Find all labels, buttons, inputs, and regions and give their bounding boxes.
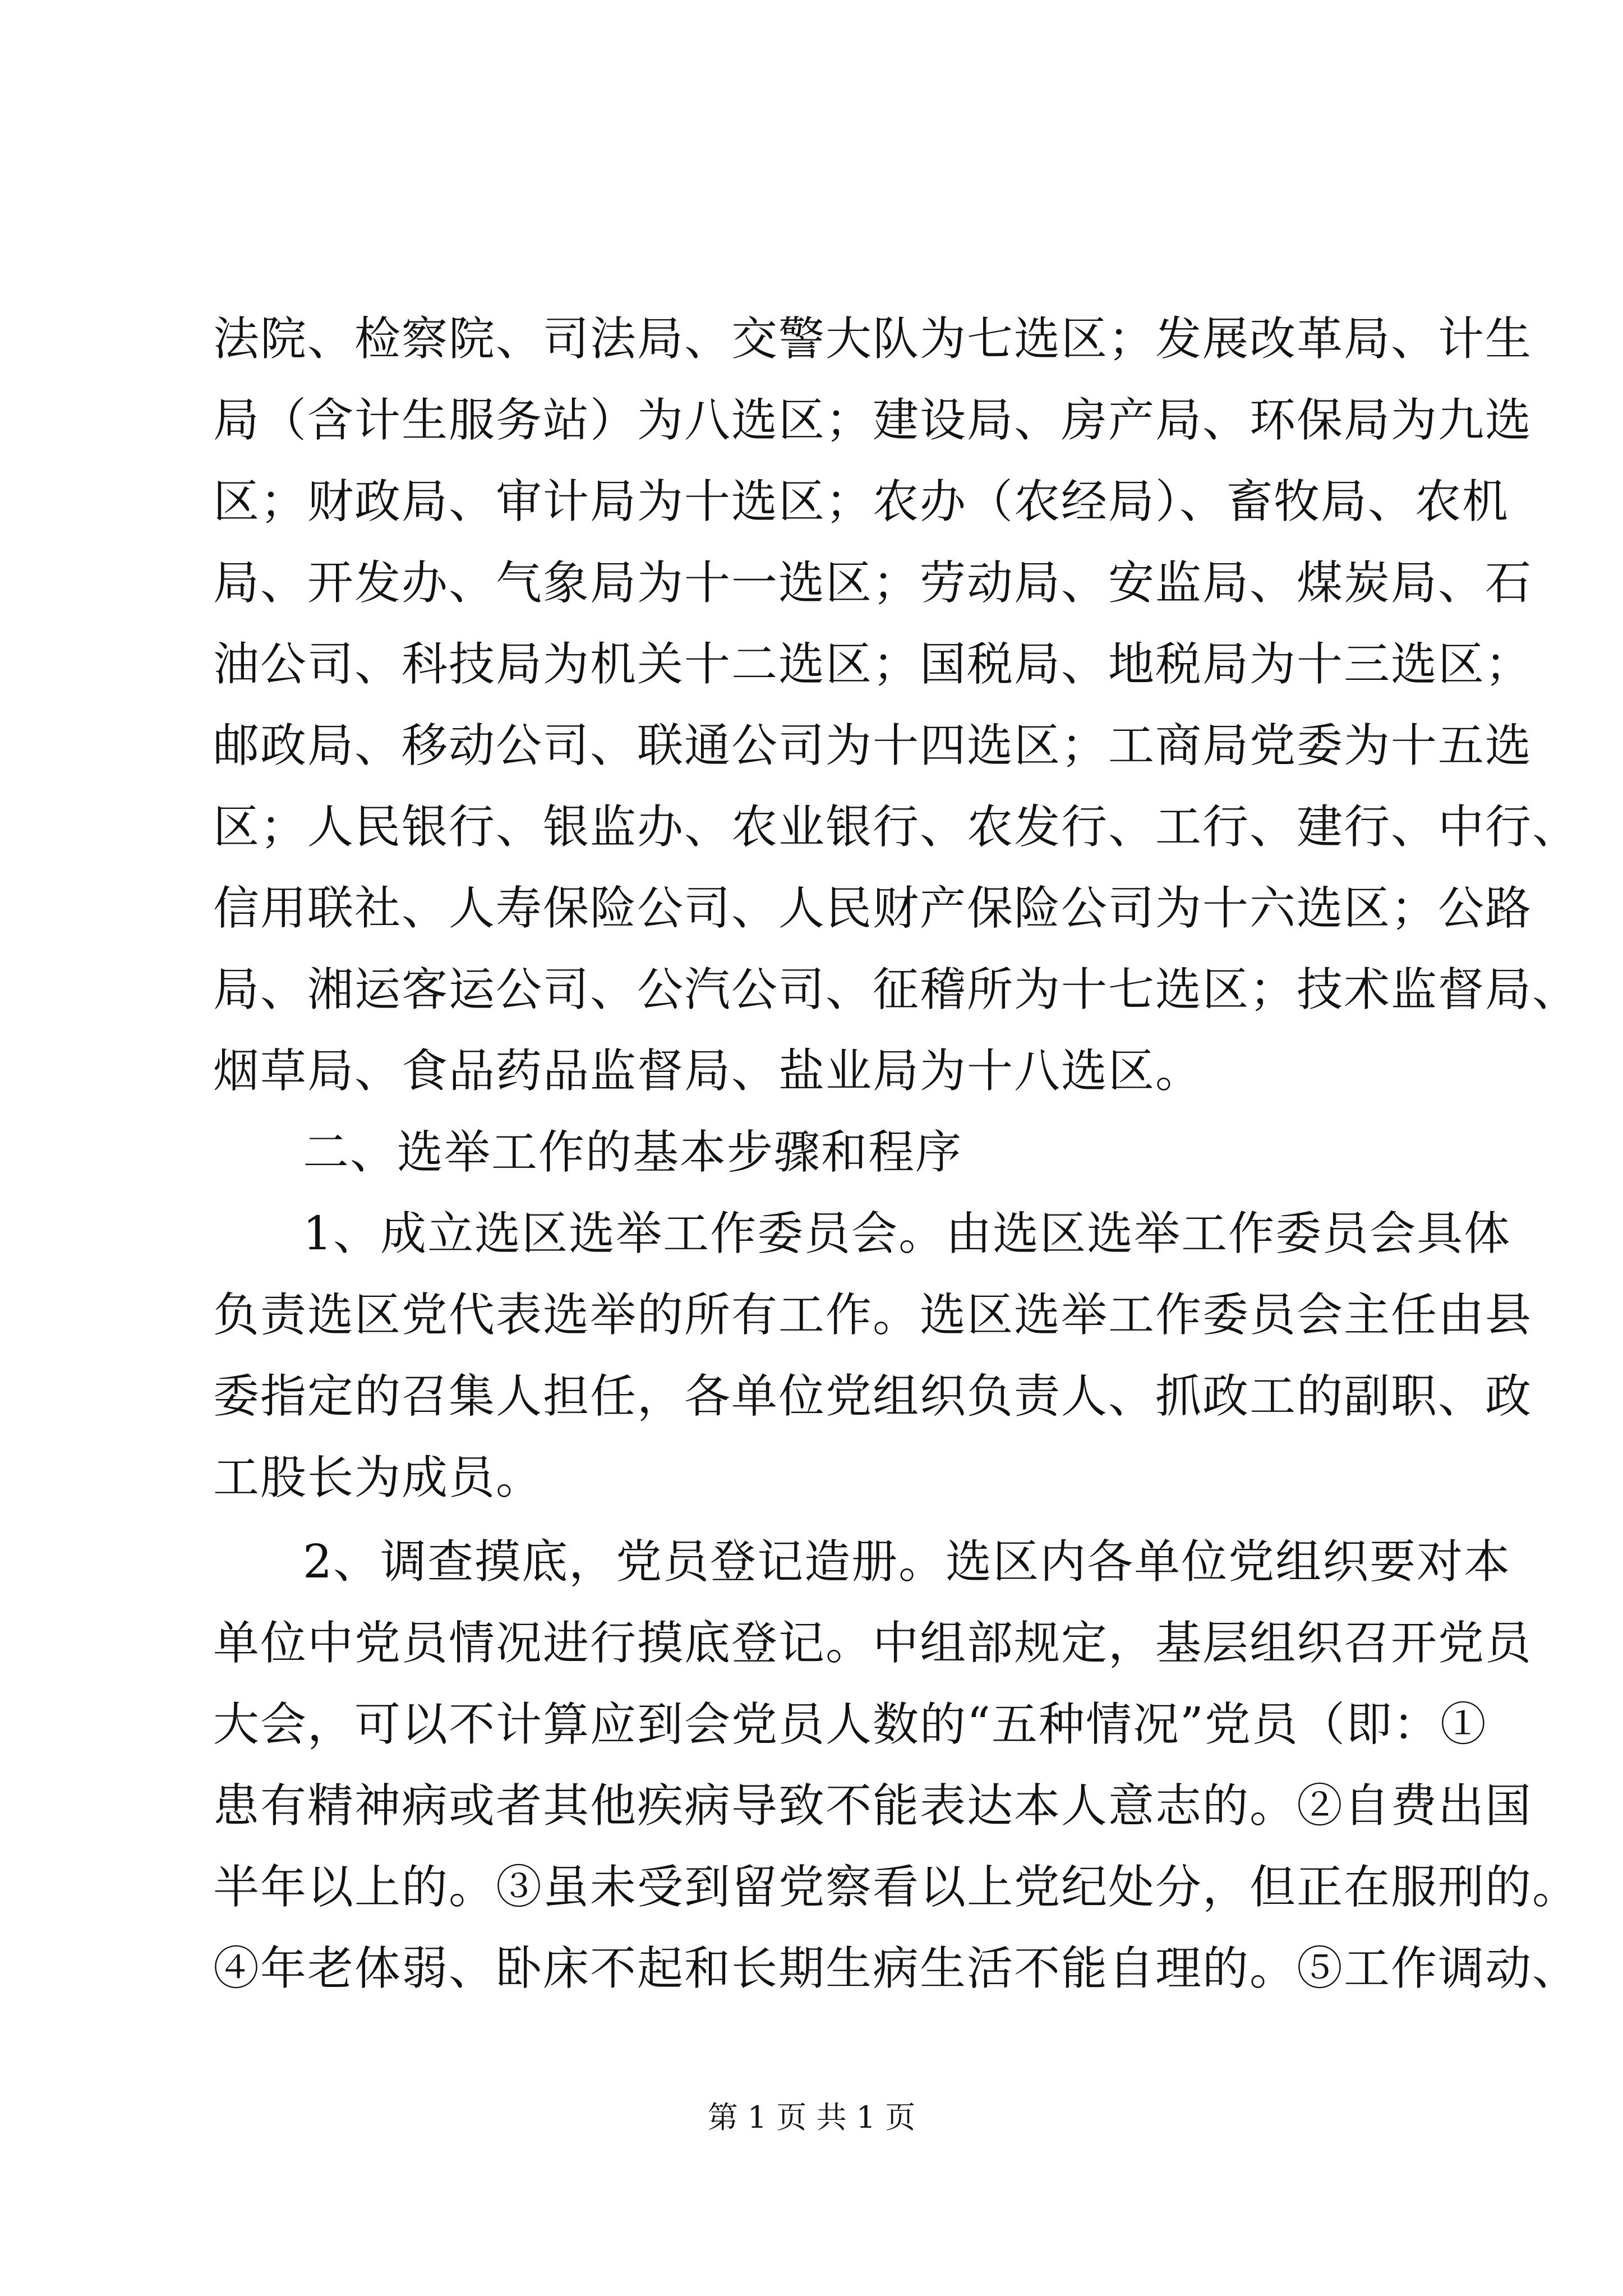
text-line-12: 1、成立选区选举工作委员会。由选区选举工作委员会具体 (303, 1207, 1511, 1260)
text-line-18: 大会，可以不计算应到会党员人数的“五种情况”党员（即：① (213, 1698, 1487, 1751)
text-line-1: 法院、检察院、司法局、交警大队为七选区；发展改革局、计生 (213, 312, 1533, 366)
section-heading: 二、选举工作的基本步骤和程序 (303, 1126, 963, 1179)
text-line-4: 局、开发办、气象局为十一选区；劳动局、安监局、煤炭局、石 (213, 556, 1533, 610)
text-line-20: 半年以上的。③虽未受到留党察看以上党纪处分，但正在服刑的。 (213, 1861, 1580, 1914)
text-line-6: 邮政局、移动公司、联通公司为十四选区；工商局党委为十五选 (213, 719, 1533, 772)
text-line-3: 区；财政局、审计局为十选区；农办（农经局）、畜牧局、农机 (213, 475, 1510, 528)
page-footer: 第 1 页 共 1 页 (707, 2100, 916, 2135)
text-line-9: 局、湘运客运公司、公汽公司、征稽所为十七选区；技术监督局、 (213, 963, 1580, 1016)
text-line-13: 负责选区党代表选举的所有工作。选区选举工作委员会主任由县 (213, 1289, 1533, 1342)
text-line-21: ④年老体弱、卧床不起和长期生病生活不能自理的。⑤工作调动、 (213, 1942, 1580, 1995)
text-line-14: 委指定的召集人担任，各单位党组织负责人、抓政工的副职、政 (213, 1370, 1533, 1423)
text-line-2: 局（含计生服务站）为八选区；建设局、房产局、环保局为九选 (213, 394, 1533, 447)
text-line-17: 单位中党员情况进行摸底登记。中组部规定，基层组织召开党员 (213, 1617, 1533, 1670)
text-line-10: 烟草局、食品药品监督局、盐业局为十八选区。 (213, 1045, 1203, 1098)
text-line-7: 区；人民银行、银监办、农业银行、农发行、工行、建行、中行、 (213, 800, 1580, 854)
text-line-15: 工股长为成员。 (213, 1451, 543, 1504)
text-line-19: 患有精神病或者其他疾病导致不能表达本人意志的。②自费出国 (213, 1779, 1533, 1833)
text-line-8: 信用联社、人寿保险公司、人民财产保险公司为十六选区；公路 (213, 882, 1533, 935)
text-line-5: 油公司、科技局为机关十二选区；国税局、地税局为十三选区； (213, 638, 1533, 691)
text-line-16: 2、调查摸底，党员登记造册。选区内各单位党组织要对本 (303, 1535, 1511, 1589)
